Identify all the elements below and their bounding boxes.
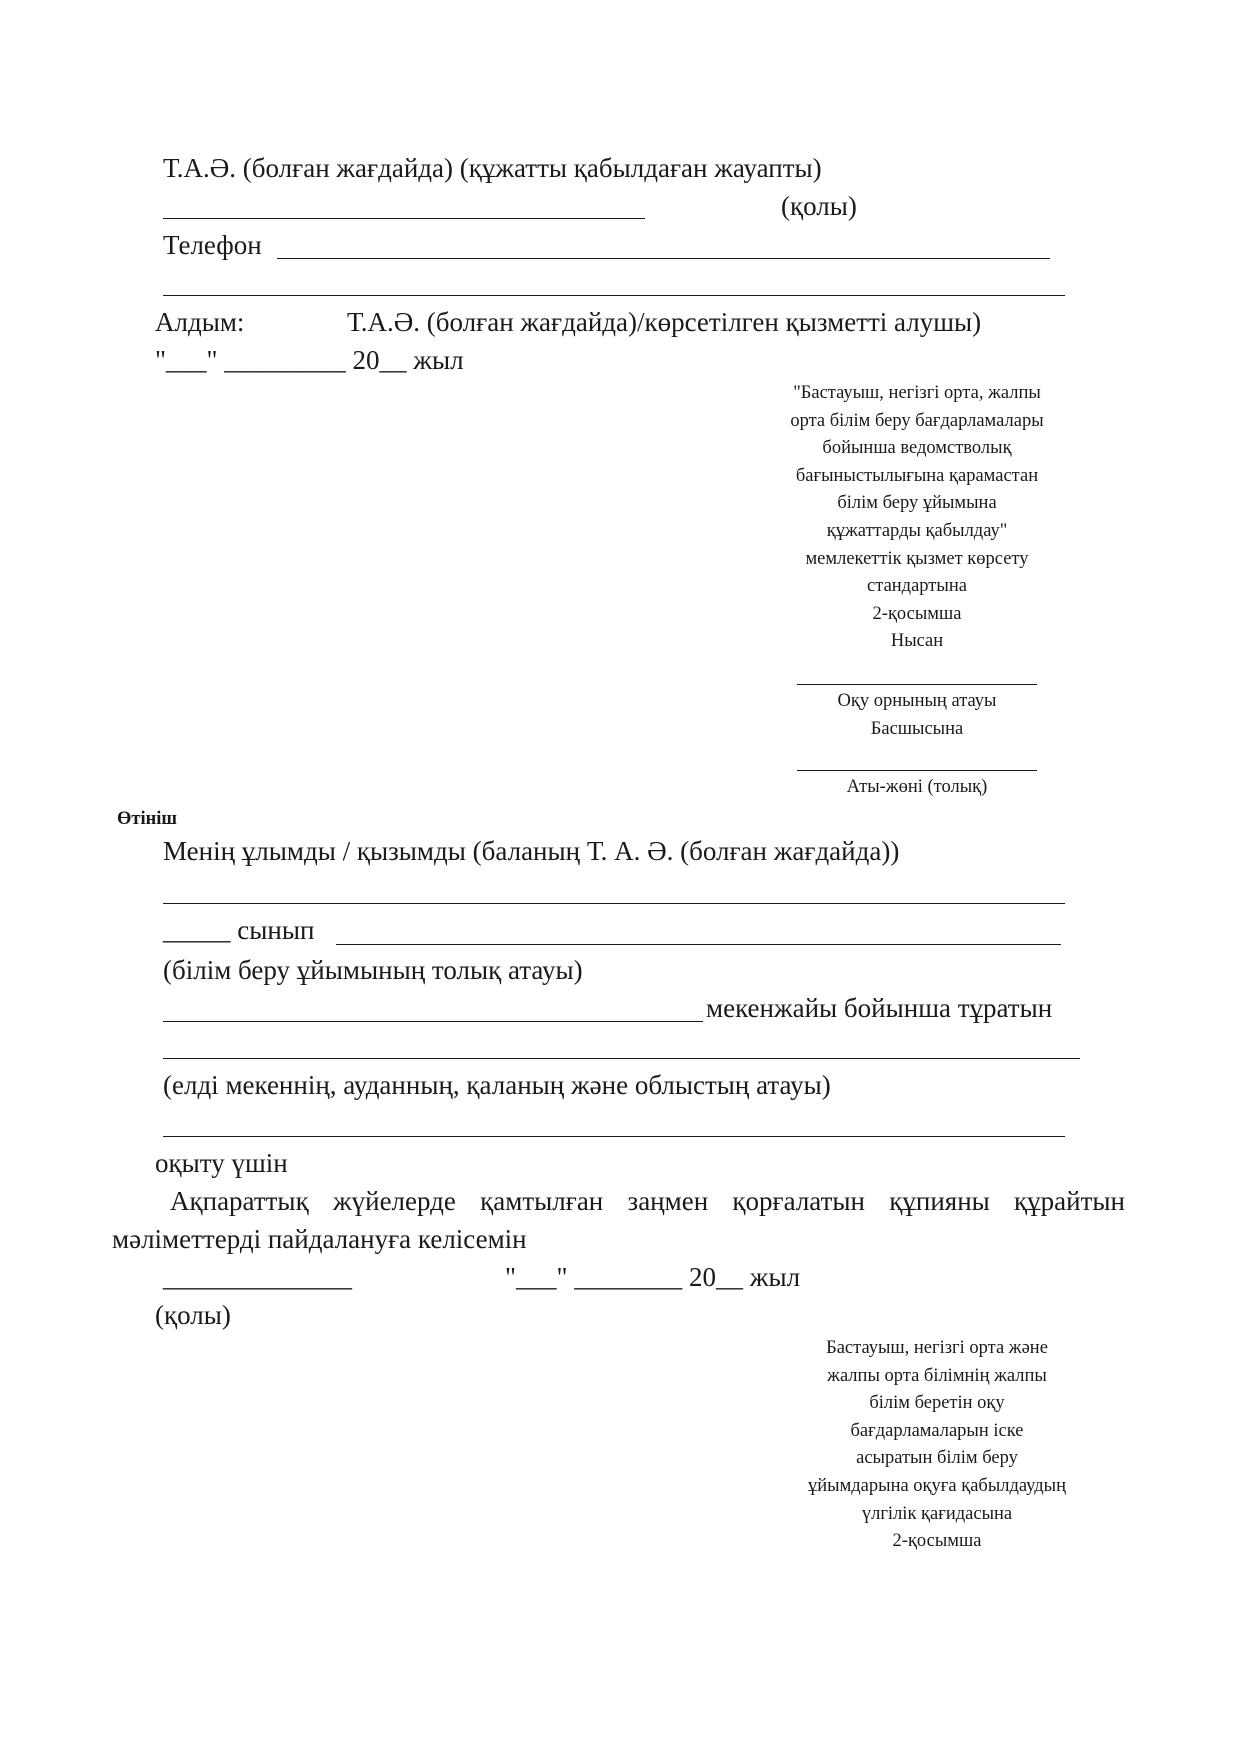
- rules-note: [757, 1335, 1117, 1556]
- address-suffix: мекенжайы бойынша тұратын: [706, 993, 1053, 1023]
- standard-note-line: "Бастауыш, негізгі орта, жалпы: [793, 383, 1041, 403]
- standard-note-line: бағыныстылығына қарамастан: [795, 465, 1039, 486]
- received-name: Т.А.Ә. (болған жағдайда)/көрсетілген қызметті алушы): [347, 307, 982, 337]
- rules-note-line: білім беретін оқу: [869, 1393, 1005, 1414]
- application-date: "___" ________ 20__ жыл: [505, 1262, 801, 1292]
- name-caption: Аты-жөні (толық): [846, 777, 988, 797]
- standard-note-line: бойынша ведомстволық: [822, 438, 1012, 459]
- application-sign-label: (қолы): [155, 1300, 231, 1330]
- receiver-name-blank[interactable]: [163, 218, 645, 219]
- purpose-text: оқыту үшін: [155, 1148, 288, 1178]
- application-title: Өтініш: [117, 809, 178, 829]
- receiver-line: Т.А.Ә. (болған жағдайда) (құжатты қабылдаған жауапты): [163, 153, 822, 183]
- org-caption: Оқу орнының атауы: [837, 691, 997, 711]
- standard-note-line: Нысан: [890, 631, 944, 652]
- received-label: Алдым:: [155, 307, 245, 337]
- locality-blank[interactable]: [163, 1136, 1065, 1137]
- standard-note: [737, 380, 1097, 656]
- phone-label: Телефон: [163, 230, 262, 260]
- locality-caption: (елді мекеннің, ауданның, қаланың және облыстың атауы): [163, 1070, 831, 1100]
- receiver-sign-label: (қолы): [781, 191, 857, 221]
- rules-note-line: Бастауыш, негізгі орта және: [826, 1338, 1048, 1358]
- rules-note-line: асыратын білім беру: [856, 1448, 1018, 1469]
- child-name-blank[interactable]: [163, 903, 1065, 904]
- standard-note-line: 2-қосымша: [872, 603, 962, 624]
- signature-blank[interactable]: ______________: [163, 1262, 352, 1292]
- child-line: Менің ұлымды / қызымды (баланың Т. А. Ә. (болған жағдайда)): [163, 836, 900, 866]
- rules-note-line: 2-қосымша: [892, 1531, 982, 1552]
- school-name-blank[interactable]: [336, 944, 1061, 945]
- standard-note-line: құжаттарды қабылдау": [826, 520, 1008, 541]
- received-date: "___" _________ 20__ жыл: [155, 345, 464, 375]
- org-name-blank[interactable]: [797, 684, 1037, 685]
- address-blank[interactable]: [163, 1021, 703, 1022]
- receiver-extra-blank[interactable]: [163, 295, 1065, 296]
- rules-note-line: бағдарламаларын іске: [850, 1420, 1024, 1441]
- address-extra-blank[interactable]: [163, 1058, 1080, 1059]
- standard-note-line: білім беру ұйымына: [837, 493, 997, 514]
- consent-line-1: Ақпараттық жүйелерде қамтылған заңмен қорғалатын құпияны құрайтын: [170, 1186, 1125, 1216]
- rules-note-line: ұйымдарына оқуға қабылдаудың: [807, 1475, 1067, 1496]
- head-label: Басшысына: [870, 719, 964, 739]
- consent-line-2: мәліметтерді пайдалануға келісемін: [112, 1224, 527, 1254]
- standard-note-line: стандартына: [867, 576, 967, 597]
- school-caption: (білім беру ұйымының толық атауы): [163, 955, 583, 985]
- class-prefix: _____ сынып: [163, 915, 315, 945]
- standard-note-line: мемлекеттік қызмет көрсету: [805, 548, 1029, 569]
- standard-note-line: орта білім беру бағдарламалары: [790, 410, 1044, 431]
- head-name-blank[interactable]: [797, 770, 1037, 771]
- rules-note-line: үлгілік қағидасына: [861, 1503, 1013, 1524]
- rules-note-line: жалпы орта білімнің жалпы: [827, 1365, 1047, 1386]
- phone-blank[interactable]: [277, 258, 1050, 259]
